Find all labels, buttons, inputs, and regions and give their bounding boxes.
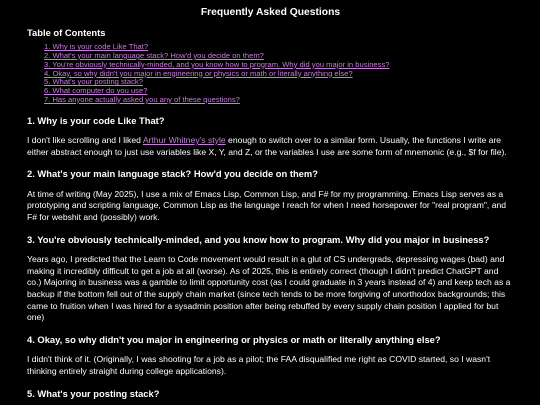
answer-4: I didn't think of it. (Originally, I was shooting for a job as a pilot; the FAA disqualified me right as COVID started, so I wasn't thinking entirely straight during college applications).	[27, 354, 491, 376]
toc-item	[44, 96, 514, 105]
table-of-contents	[27, 43, 514, 105]
toc-heading: Table of Contents	[27, 27, 106, 39]
toc-link-2[interactable]: 2. What's your main language stack? How'd you decide on them?	[44, 50, 264, 60]
toc-link-5[interactable]: 5. What's your posting stack?	[44, 77, 143, 87]
question-heading-1: 1. Why is your code Like That?	[27, 114, 165, 126]
answer-1-text-a: I don't like scrolling and I liked	[27, 134, 143, 145]
arthur-whitney-style-link[interactable]: Arthur Whitney's style	[142, 134, 226, 145]
toc-link-6[interactable]: 6. What computer do you use?	[44, 86, 148, 96]
question-heading-2: 2. What's your main language stack? How'd you decide on them?	[27, 168, 318, 180]
answer-1-text-b: enough to switch over to a similar form. Usually, the functions I write are either abstract enough to just use variables like X, Y, and Z, or the variables I use are some form of mnemonic (e.g., $f for file).	[27, 134, 507, 157]
toc-link-1[interactable]: 1. Why is your code Like That?	[44, 42, 149, 52]
toc-link-4[interactable]: 4. Okay, so why didn't you major in engineering or physics or math or literally anything else?	[44, 68, 353, 78]
answer-3: Years ago, I predicted that the Learn to Code movement would result in a glut of CS undergrads, depressing wages (bad) and making it incredibly difficult to get a job at all (worse). As of 2025, this is entirely correct (though I didn't predict ChatGPT and co.) Majoring in business was a gamble to limit opportunity cost (as I could graduate in 3 years instead of 4) and keep tech as a backup if the bottom fell out of the supply chain market (since tech tends to be more forgiving of unorthodox backgrounds; this came to fruition when I was hired for a sysadmin position after being rebuffed by every supply chain position I applied for but one)	[27, 253, 511, 323]
toc-link-7[interactable]: 7. Has anyone actually asked you any of these questions?	[44, 94, 240, 104]
answer-2: At time of writing (May 2025), I use a mix of Emacs Lisp, Common Lisp, and F# for my programming. Emacs Lisp serves as a prototyping and scripting language, Common Lisp as the language I reach for when I need horsepower for "real program", and F# for webshit and (possibly) work.	[27, 188, 507, 222]
toc-link-3[interactable]: 3. You're obviously technically-minded, and you know how to program. Why did you major in business?	[44, 59, 390, 69]
question-heading-5: 5. What's your posting stack?	[27, 387, 160, 399]
page-title: Frequently Asked Questions	[200, 7, 341, 18]
answer-1	[27, 135, 514, 158]
question-heading-4: 4. Okay, so why didn't you major in engineering or physics or math or literally anything else?	[27, 333, 441, 345]
question-heading-3: 3. You're obviously technically-minded, and you know how to program. Why did you major in business?	[27, 233, 490, 245]
